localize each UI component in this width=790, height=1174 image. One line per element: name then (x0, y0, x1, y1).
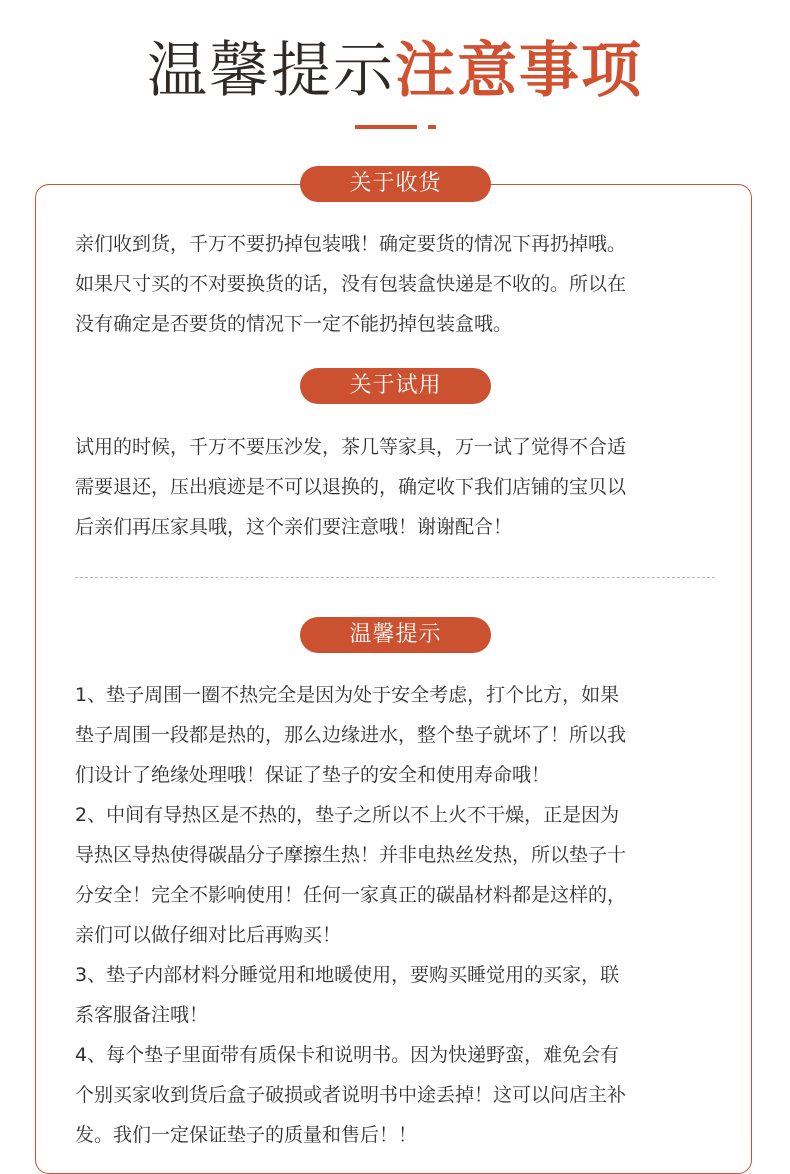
text-line: 如果尺寸买的不对要换货的话，没有包装盒快递是不收的。所以在 (75, 273, 627, 295)
text-line: 分安全！完全不影响使用！任何一家真正的碳晶材料都是这样的， (75, 884, 627, 906)
title-part-1: 温馨提示 (147, 36, 395, 106)
text-line: 2、中间有导热区是不热的，垫子之所以不上火不干燥，正是因为 (75, 804, 620, 826)
section-body-tips (75, 675, 725, 1155)
section-heading-trial: 关于试用 (300, 368, 491, 404)
text-line: 亲们可以做仔细对比后再购买！ (75, 924, 342, 946)
text-line: 3、垫子内部材料分睡觉用和地暖使用，要购买睡觉用的买家，联 (75, 964, 620, 986)
text-line: 发。我们一定保证垫子的质量和售后！！ (75, 1124, 418, 1146)
text-line: 亲们收到货，千万不要扔掉包装哦！确定要货的情况下再扔掉哦。 (75, 233, 627, 255)
text-line: 1、垫子周围一圈不热完全是因为处于安全考虑，打个比方，如果 (75, 684, 620, 706)
text-line: 系客服备注哦！ (75, 1004, 209, 1026)
text-line: 试用的时候，千万不要压沙发，茶几等家具，万一试了觉得不合适 (75, 436, 627, 458)
page-title (0, 36, 790, 106)
title-part-2: 注意事项 (395, 36, 643, 106)
text-line: 需要退还，压出痕迹是不可以退换的，确定收下我们店铺的宝贝以 (75, 476, 627, 498)
title-underline-long (355, 125, 417, 129)
text-line: 导热区导热使得碳晶分子摩擦生热！并非电热丝发热，所以垫子十 (75, 844, 627, 866)
text-line: 没有确定是否要货的情况下一定不能扔掉包装盒哦。 (75, 313, 513, 335)
text-line: 4、每个垫子里面带有质保卡和说明书。因为快递野蛮，难免会有 (75, 1044, 620, 1066)
text-line: 垫子周围一段都是热的，那么边缘进水，整个垫子就坏了！所以我 (75, 724, 627, 746)
title-underline-dot (428, 125, 436, 129)
section-body-receiving (75, 224, 725, 344)
text-line: 们设计了绝缘处理哦！保证了垫子的安全和使用寿命哦！ (75, 764, 551, 786)
section-heading-receiving: 关于收货 (300, 166, 491, 202)
text-line: 后亲们再压家具哦，这个亲们要注意哦！谢谢配合！ (75, 516, 513, 538)
section-heading-tips: 温馨提示 (300, 617, 491, 653)
dashed-divider (75, 577, 715, 578)
text-line: 个别买家收到货后盒子破损或者说明书中途丢掉！这可以问店主补 (75, 1084, 627, 1106)
section-body-trial (75, 427, 725, 547)
